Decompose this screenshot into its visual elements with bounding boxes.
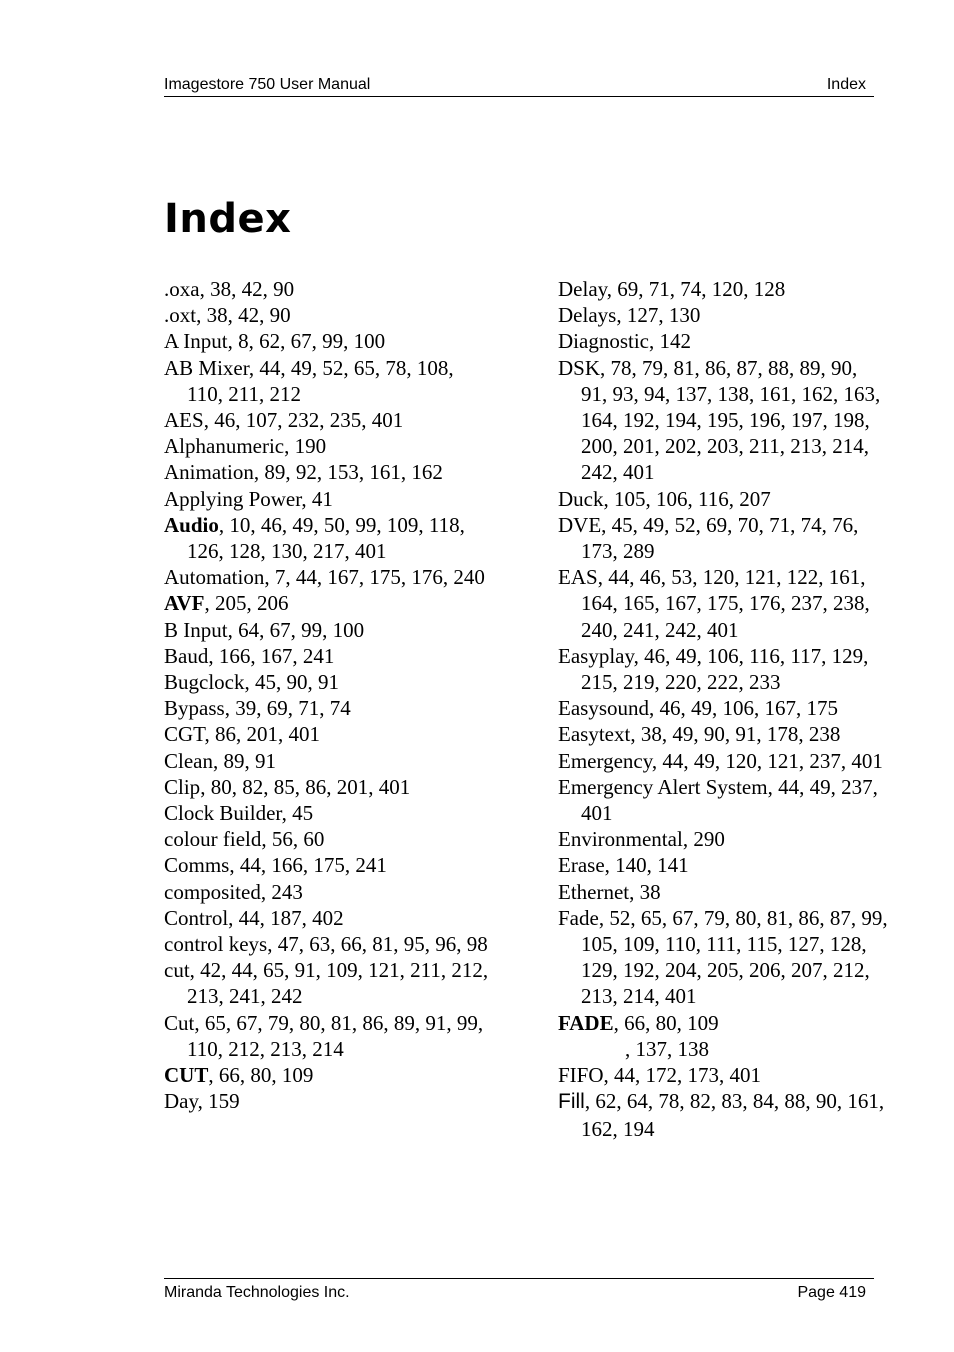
- index-page-refs: , 62, 64, 78, 82, 83, 84, 88, 90, 161, 162, 194: [581, 1089, 885, 1141]
- index-entry: [164, 1062, 494, 1088]
- index-term: AB Mixer: [164, 355, 249, 380]
- index-entry: [558, 826, 888, 852]
- index-entry: [558, 512, 888, 564]
- index-term: Clock Builder: [164, 801, 282, 826]
- index-entry: [164, 721, 494, 747]
- index-page-refs: , 44, 172, 173, 401: [603, 1063, 762, 1088]
- index-page-refs: , 46, 107, 232, 235, 401: [203, 408, 404, 433]
- index-term: B Input: [164, 617, 228, 642]
- header-manual-title: Imagestore 750 User Manual: [164, 76, 371, 93]
- index-term: Emergency: [558, 748, 652, 773]
- index-term: Baud: [164, 643, 209, 668]
- index-term: Bugclock: [164, 670, 245, 695]
- index-page-refs: , 66, 80, 109: [613, 1010, 719, 1035]
- index-term: Audio: [164, 512, 219, 537]
- index-page-refs: , 7, 44, 167, 175, 176, 240: [264, 565, 485, 590]
- index-page-refs: , 66, 80, 109: [208, 1063, 314, 1088]
- index-entry: [558, 905, 888, 1010]
- index-entry: [558, 486, 888, 512]
- index-page-refs: , 105, 106, 116, 207: [603, 486, 771, 511]
- index-page-refs: , 205, 206: [204, 591, 289, 616]
- index-page-refs: , 56, 60: [261, 827, 325, 852]
- index-entry: [164, 879, 494, 905]
- index-page-refs: , 52, 65, 67, 79, 80, 81, 86, 87, 99, 105, 109, 110, 111, 115, 127, 128, 129, 192, 204, 205, 206, 207, 212, 213, 214, 401: [581, 905, 888, 1009]
- index-page-refs: , 190: [284, 434, 327, 459]
- index-entry: [558, 748, 888, 774]
- index-entry: [164, 433, 494, 459]
- index-page-refs: , 89, 92, 153, 161, 162: [253, 460, 443, 485]
- index-term: Animation: [164, 460, 254, 485]
- index-entry: [164, 617, 494, 643]
- index-entry: [164, 826, 494, 852]
- index-page-refs: , 38: [629, 879, 661, 904]
- index-column-right: [558, 276, 888, 1142]
- index-page-refs: , 166, 167, 241: [208, 643, 335, 668]
- index-page-refs: , 44, 46, 53, 120, 121, 122, 161, 164, 165, 167, 175, 176, 237, 238, 240, 241, 242, 401: [581, 565, 870, 642]
- index-entry: [164, 1010, 494, 1062]
- index-term: DSK: [558, 355, 601, 380]
- index-term: CUT: [164, 1063, 209, 1088]
- index-term: Diagnostic: [558, 329, 649, 354]
- index-term: Bypass: [164, 696, 225, 721]
- index-entry: [558, 276, 888, 302]
- index-entry: [558, 852, 888, 878]
- index-page-refs: , 10, 46, 49, 50, 99, 109, 118, 126, 128, 130, 217, 401: [187, 512, 465, 564]
- index-term: EAS: [558, 565, 598, 590]
- index-page-refs: , 46, 49, 106, 167, 175: [649, 696, 838, 721]
- index-entry: [164, 276, 494, 302]
- index-term: A Input: [164, 329, 228, 354]
- index-entry: [164, 931, 494, 957]
- index-term: Easysound: [558, 696, 649, 721]
- index-entry: [164, 302, 494, 328]
- index-entry: [558, 1062, 888, 1088]
- index-term: FADE: [558, 1010, 614, 1035]
- index-term: Fade: [558, 905, 599, 930]
- index-entry: [164, 957, 494, 1009]
- index-entry: [164, 407, 494, 433]
- index-term: Easyplay: [558, 643, 634, 668]
- index-term: Applying Power: [164, 486, 302, 511]
- index-term: Comms: [164, 853, 230, 878]
- index-term: FIFO: [558, 1063, 604, 1088]
- index-term: Alphanumeric: [164, 434, 285, 459]
- index-entry: [164, 643, 494, 669]
- index-column-left: [164, 276, 494, 1115]
- index-page-refs: , 64, 67, 99, 100: [227, 617, 365, 642]
- index-page-refs: , 127, 130: [616, 303, 701, 328]
- index-page-refs: , 86, 201, 401: [204, 722, 320, 747]
- index-page-refs: , 80, 82, 85, 86, 201, 401: [200, 774, 411, 799]
- index-page-refs: , 45, 49, 52, 69, 70, 71, 74, 76, 173, 289: [581, 512, 859, 564]
- index-page-refs: , 69, 71, 74, 120, 128: [606, 277, 786, 301]
- index-term: CGT: [164, 722, 205, 747]
- index-entry: [558, 1010, 888, 1036]
- index-entry: [558, 302, 888, 328]
- index-term: Duck: [558, 486, 604, 511]
- index-page-refs: , 65, 67, 79, 80, 81, 86, 89, 91, 99, 110, 212, 213, 214: [187, 1010, 484, 1061]
- footer-page-number: Page 419: [797, 1284, 866, 1301]
- index-term: composited: [164, 879, 261, 904]
- index-page-refs: , 78, 79, 81, 86, 87, 88, 89, 90, 91, 93, 94, 137, 138, 161, 162, 163, 164, 192, 194, 195, 196, 197, 198, 200, 201, 202, 203, 211, 213, 214, 242, 401: [581, 355, 881, 485]
- index-page-refs: , 45, 90, 91: [244, 670, 339, 695]
- index-entry: [558, 564, 888, 643]
- page-title: Index: [164, 196, 292, 242]
- index-page-refs: , 44, 49, 237, 401: [581, 774, 878, 826]
- footer-company: Miranda Technologies Inc.: [164, 1284, 350, 1301]
- index-term: .oxt: [164, 303, 197, 328]
- index-entry: [164, 328, 494, 354]
- index-term: Automation: [164, 565, 265, 590]
- index-page-refs: , 42, 44, 65, 91, 109, 121, 211, 212, 213, 241, 242: [187, 958, 489, 1009]
- index-term: AES: [164, 408, 204, 433]
- index-term: Ethernet: [558, 879, 630, 904]
- index-entry: [164, 486, 494, 512]
- index-entry: [558, 695, 888, 721]
- index-term: Environmental: [558, 827, 683, 852]
- index-page-refs: , 46, 49, 106, 116, 117, 129, 215, 219, 220, 222, 233: [581, 643, 869, 695]
- index-page-refs: , 159: [197, 1089, 240, 1114]
- index-page-refs: , 39, 69, 71, 74: [224, 696, 351, 721]
- index-page-refs: , 38, 42, 90: [196, 303, 291, 328]
- index-page-refs: , 142: [648, 329, 691, 354]
- index-page-refs: , 44, 187, 402: [228, 905, 344, 930]
- index-term: Clean: [164, 748, 213, 773]
- index-page-refs: , 45: [281, 801, 314, 826]
- index-term: control keys: [164, 932, 268, 957]
- index-entry: [164, 905, 494, 931]
- index-page-refs: , 8, 62, 67, 99, 100: [227, 329, 386, 354]
- index-page-refs: , 41: [301, 486, 333, 511]
- index-term: Delays: [558, 303, 617, 328]
- index-entry: [164, 669, 494, 695]
- index-page-refs: , 47, 63, 66, 81, 95, 96, 98: [267, 932, 488, 957]
- index-entry: [164, 695, 494, 721]
- index-term: .oxa: [164, 277, 200, 301]
- index-page-refs: , 38, 49, 90, 91, 178, 238: [630, 722, 841, 747]
- index-page-refs: , 140, 141: [604, 853, 689, 878]
- index-entry: [558, 355, 888, 486]
- index-page-refs: , 290: [682, 827, 725, 852]
- index-entry: [164, 512, 494, 564]
- index-term: cut: [164, 958, 190, 983]
- index-term: DVE: [558, 512, 602, 537]
- index-entry: [558, 774, 888, 826]
- index-entry: [164, 1088, 494, 1114]
- index-page-refs: , 38, 42, 90: [199, 277, 295, 301]
- page-footer: [164, 1278, 874, 1303]
- index-page-refs: , 137, 138: [625, 1036, 709, 1061]
- index-entry: [164, 748, 494, 774]
- index-page-refs: , 89, 91: [212, 748, 276, 773]
- index-term: Clip: [164, 774, 201, 799]
- index-page-refs: , 243: [260, 879, 303, 904]
- index-entry: [558, 643, 888, 695]
- index-entry: [164, 355, 494, 407]
- index-entry: [164, 459, 494, 485]
- index-entry: [164, 800, 494, 826]
- index-page-refs: , 44, 166, 175, 241: [229, 853, 387, 878]
- index-term: Delay: [558, 277, 607, 301]
- index-entry: [558, 1036, 888, 1062]
- header-section-title: Index: [826, 76, 866, 93]
- index-entry: [164, 852, 494, 878]
- index-term: Control: [164, 905, 229, 930]
- index-entry: [164, 590, 494, 616]
- index-entry: [164, 774, 494, 800]
- index-entry: [558, 328, 888, 354]
- index-term: Emergency Alert System: [558, 774, 768, 799]
- index-term: Easytext: [558, 722, 631, 747]
- index-entry: [558, 879, 888, 905]
- index-page-refs: , 44, 49, 120, 121, 237, 401: [651, 748, 883, 773]
- page-header: [164, 76, 874, 97]
- index-term: Cut: [164, 1010, 195, 1035]
- index-entry: [558, 721, 888, 747]
- index-term: Fill: [558, 1090, 585, 1114]
- index-term: AVF: [164, 591, 205, 616]
- index-entry: [558, 1088, 888, 1141]
- index-term: colour field: [164, 827, 262, 852]
- index-term: Day: [164, 1089, 198, 1114]
- index-term: Erase: [558, 853, 605, 878]
- index-entry: [164, 564, 494, 590]
- index-page-refs: , 44, 49, 52, 65, 78, 108, 110, 211, 212: [187, 355, 454, 406]
